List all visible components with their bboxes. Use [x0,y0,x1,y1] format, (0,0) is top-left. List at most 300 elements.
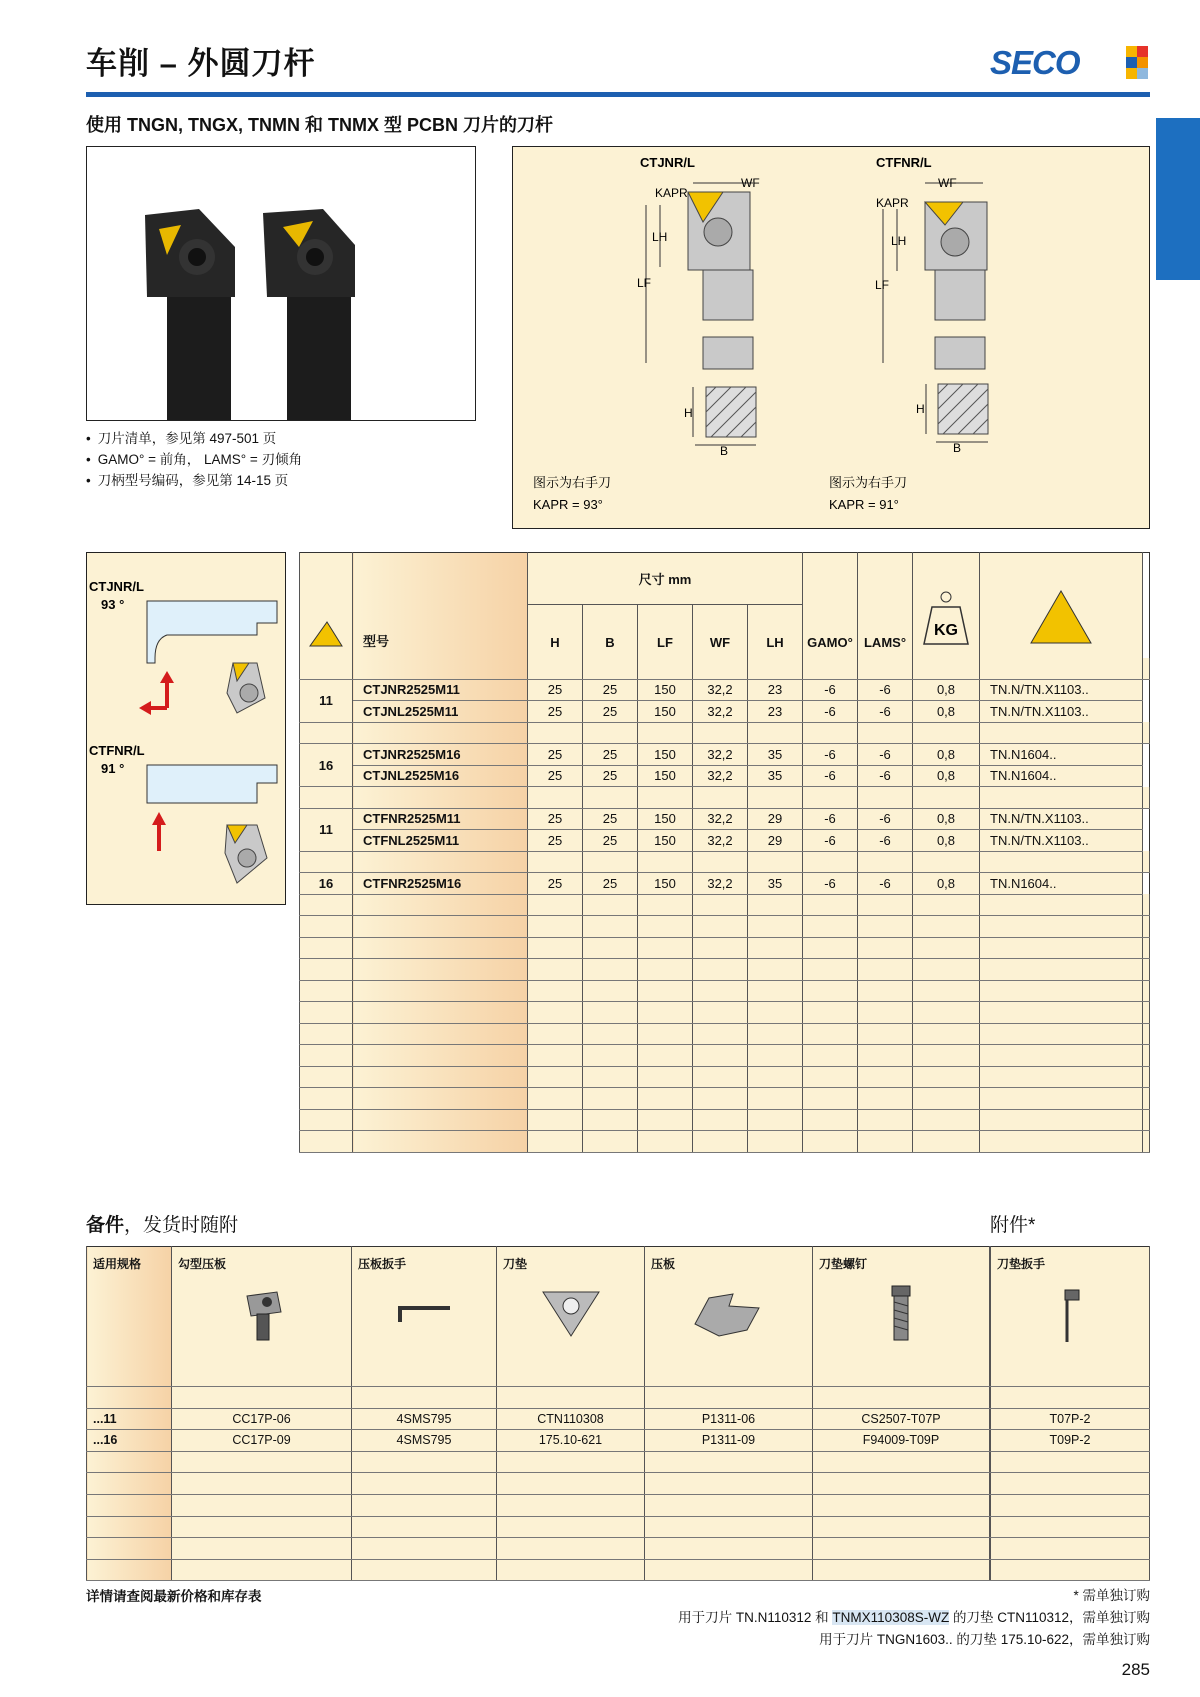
insert-size-cell: 11 [300,808,353,851]
spare-cell-shim: CTN110308 [497,1408,645,1430]
empty-cell [300,894,353,916]
spare-cell-screw [813,1473,990,1495]
accessories-title: 附件* [990,1215,1036,1236]
diagram-caption: 图示为右手刀 [829,475,908,490]
page-subtitle: 使用 TNGN, TNGX, TNMN 和 TNMX 型 PCBN 刀片的刀杆 [86,115,553,135]
empty-cell [638,787,693,809]
empty-cell [858,1066,913,1088]
empty-cell [1142,937,1149,959]
empty-cell [1142,980,1149,1002]
diagram-label-right: CTFNR/L [876,155,932,170]
empty-cell [583,1088,638,1110]
spare-cell-screw [813,1494,990,1516]
spare-cell-shim [497,1494,645,1516]
empty-cell [353,980,528,1002]
spare-cell-key [352,1538,497,1560]
dim-label: B [720,444,729,458]
value-cell-insert: TN.N1604.. [980,765,1143,787]
value-cell-h: 25 [528,765,583,787]
empty-cell [980,1131,1143,1153]
empty-cell [980,787,1143,809]
spare-cell-shim [497,1538,645,1560]
spare-cell-shim [497,1387,645,1409]
spare-cell-clamp [172,1494,352,1516]
clamp-icon [178,1286,345,1349]
dim-label: WF [938,176,957,190]
spares-table [86,1246,990,1581]
empty-cell [693,1066,748,1088]
spare-cell-shimkey [991,1451,1150,1473]
empty-cell [913,1066,980,1088]
empty-cell [693,1109,748,1131]
empty-cell [528,1023,583,1045]
model-cell: CTJNR2525M16 [353,744,528,766]
value-cell-lh: 35 [748,873,803,895]
empty-cell [748,959,803,981]
value-cell-lh: 23 [748,679,803,701]
value-cell-gamo: -6 [803,873,858,895]
empty-cell [980,959,1143,981]
empty-cell [300,722,353,744]
spare-cell-key: 4SMS795 [352,1430,497,1452]
empty-cell [300,916,353,938]
value-cell-kg: 0,8 [913,765,980,787]
spare-cell-key [352,1451,497,1473]
empty-cell [1142,1131,1149,1153]
empty-cell [803,1023,858,1045]
empty-cell [980,916,1143,938]
empty-cell [300,787,353,809]
empty-cell [803,787,858,809]
dim-label: WF [741,176,760,190]
empty-cell [748,1066,803,1088]
empty-cell [858,658,913,680]
empty-cell [748,1045,803,1067]
holder-drawing-left [646,183,756,445]
empty-cell [748,1131,803,1153]
lams-header: LAMS° [858,553,913,658]
spare-cell-plate: P1311-09 [645,1430,813,1452]
value-cell-gamo: -6 [803,744,858,766]
empty-cell [748,937,803,959]
empty-cell [980,1045,1143,1067]
col-lh: LH [748,605,803,658]
col-clamp: 勾型压板 [172,1247,352,1387]
empty-cell [583,894,638,916]
spare-cell-shim [497,1473,645,1495]
empty-cell [353,1002,528,1024]
page-number: 285 [1121,1660,1150,1679]
empty-cell [638,722,693,744]
empty-cell [300,1088,353,1110]
empty-cell [1142,1088,1149,1110]
table-row [87,1430,990,1452]
value-cell-lf: 150 [638,873,693,895]
empty-cell [980,1002,1143,1024]
empty-cell [913,1002,980,1024]
spare-cell-size: ...16 [87,1430,172,1452]
value-cell-gamo: -6 [803,679,858,701]
product-photo [86,146,476,421]
empty-cell [528,980,583,1002]
footer-remark: * 需单独订购 [1073,1588,1150,1603]
empty-cell [583,787,638,809]
col-shim: 刀垫 [497,1247,645,1387]
spare-cell-screw [813,1516,990,1538]
spare-cell-clamp [172,1473,352,1495]
spare-cell-key [352,1473,497,1495]
dim-label: LF [637,276,652,290]
empty-cell [803,722,858,744]
dim-label: H [916,402,925,416]
empty-cell [858,980,913,1002]
spare-cell-shimkey [991,1473,1150,1495]
torx-key-icon [997,1286,1143,1349]
value-cell-kg: 0,8 [913,679,980,701]
spare-cell-plate [645,1387,813,1409]
spare-cell-screw [813,1387,990,1409]
empty-cell [353,1131,528,1153]
model-header: 型号 [353,553,528,658]
empty-cell [528,1109,583,1131]
empty-cell [803,1066,858,1088]
empty-cell [528,658,583,680]
empty-cell [913,1045,980,1067]
empty-cell [748,980,803,1002]
empty-cell [748,1109,803,1131]
spare-cell-shimkey: T09P-2 [991,1430,1150,1452]
note-item: • 刀柄型号编码，参见第 14-15 页 [86,470,302,491]
empty-cell [300,937,353,959]
value-cell-insert: TN.N/TN.X1103.. [980,830,1143,852]
note-item: • 刀片清单，参见第 497-501 页 [86,428,302,449]
empty-cell [980,980,1143,1002]
empty-cell [300,851,353,873]
empty-cell [858,916,913,938]
value-cell-insert: TN.N/TN.X1103.. [980,679,1143,701]
empty-cell [528,1045,583,1067]
insert-size-cell: 16 [300,744,353,787]
empty-cell [748,1002,803,1024]
empty-cell [1142,1045,1149,1067]
diagram-label-left: CTJNR/L [640,155,695,170]
value-cell-h: 25 [528,744,583,766]
table-row [87,1451,990,1473]
value-cell-lh: 29 [748,830,803,852]
empty-cell [638,851,693,873]
spare-cell-clamp [172,1559,352,1581]
table-row [87,1387,990,1409]
empty-cell [803,1109,858,1131]
empty-cell [693,1002,748,1024]
col-wf: WF [693,605,748,658]
value-cell-kg: 0,8 [913,744,980,766]
spare-cell-shimkey [991,1387,1150,1409]
empty-cell [1142,787,1149,809]
empty-cell [353,787,528,809]
empty-cell [300,1002,353,1024]
empty-cell [1142,851,1149,873]
model-cell: CTJNL2525M16 [353,765,528,787]
insert-size-icon [300,553,353,658]
diagram-caption: KAPR = 91° [829,497,899,512]
weight-header [913,553,980,658]
empty-cell [693,658,748,680]
empty-cell [583,1023,638,1045]
value-cell-lh: 29 [748,808,803,830]
value-cell-lf: 150 [638,830,693,852]
empty-cell [353,916,528,938]
empty-cell [1142,1002,1149,1024]
note-item: • GAMO° = 前角， LAMS° = 刃倾角 [86,449,302,470]
empty-cell [353,937,528,959]
empty-cell [528,959,583,981]
value-cell-insert: TN.N1604.. [980,873,1143,895]
empty-cell [693,980,748,1002]
page-title: 车削 – 外圆刀杆 [86,46,316,81]
empty-cell [693,1088,748,1110]
spare-cell-screw [813,1559,990,1581]
empty-cell [638,1023,693,1045]
value-cell-insert: TN.N1604.. [980,744,1143,766]
col-key: 压板扳手 [352,1247,497,1387]
empty-cell [693,916,748,938]
model-cell: CTJNR2525M11 [353,679,528,701]
empty-cell [1142,1109,1149,1131]
diagram-caption: KAPR = 93° [533,497,603,512]
empty-cell [748,916,803,938]
footer-remarks [678,1585,1150,1651]
value-cell-insert: TN.N/TN.X1103.. [980,701,1143,723]
model-cell: CTFNR2525M11 [353,808,528,830]
empty-cell [693,851,748,873]
value-cell-lams: -6 [858,830,913,852]
value-cell-wf: 32,2 [693,744,748,766]
empty-cell [638,959,693,981]
empty-cell [583,1109,638,1131]
empty-cell [913,658,980,680]
spare-cell-clamp: CC17P-06 [172,1408,352,1430]
value-cell-lams: -6 [858,808,913,830]
empty-cell [913,894,980,916]
spare-cell-shimkey [991,1559,1150,1581]
empty-cell [1142,1066,1149,1088]
empty-cell [300,1131,353,1153]
empty-cell [913,851,980,873]
value-cell-h: 25 [528,830,583,852]
col-size: 适用规格 [87,1247,172,1387]
empty-cell [748,722,803,744]
empty-cell [583,959,638,981]
gamo-header: GAMO° [803,553,858,658]
spare-cell-plate [645,1559,813,1581]
empty-cell [638,1088,693,1110]
dim-label: KAPR [876,196,909,210]
value-cell-b: 25 [583,679,638,701]
empty-cell [748,894,803,916]
empty-cell [748,1088,803,1110]
value-cell-gamo: -6 [803,765,858,787]
spare-cell-shim [497,1559,645,1581]
footer-remark: 用于刀片 TN.N110312 和 TNMX110308S-WZ 的刀垫 CTN110312，需单独订购 [678,1610,1150,1625]
empty-cell [1142,959,1149,981]
empty-cell [528,937,583,959]
insert-header [980,553,1143,658]
shim-icon [503,1284,638,1343]
value-cell-lh: 35 [748,744,803,766]
empty-cell [583,1002,638,1024]
empty-cell [858,1002,913,1024]
model-cell: CTFNR2525M16 [353,873,528,895]
spare-cell-plate [645,1494,813,1516]
empty-cell [583,1131,638,1153]
side-label: CTJNR/L [89,579,144,594]
empty-cell [748,1023,803,1045]
dim-label: H [684,406,693,420]
empty-cell [858,894,913,916]
spare-cell-screw: F94009-T09P [813,1430,990,1452]
empty-cell [693,937,748,959]
value-cell-wf: 32,2 [693,765,748,787]
model-cell: CTFNL2525M11 [353,830,528,852]
notes-list [86,428,302,491]
spare-cell-plate [645,1516,813,1538]
empty-cell [1142,1023,1149,1045]
empty-cell [353,1109,528,1131]
empty-cell [353,851,528,873]
seco-logo: SECO [990,44,1148,80]
empty-cell [300,1045,353,1067]
value-cell-b: 25 [583,701,638,723]
spare-cell-key: 4SMS795 [352,1408,497,1430]
spare-cell-size: ...11 [87,1408,172,1430]
empty-cell [638,1002,693,1024]
table-row [87,1408,990,1430]
empty-cell [583,658,638,680]
value-cell-lh: 23 [748,701,803,723]
table-row [87,1473,990,1495]
value-cell-b: 25 [583,873,638,895]
spare-cell-clamp [172,1538,352,1560]
empty-cell [528,894,583,916]
empty-cell [638,1045,693,1067]
col-b: B [583,605,638,658]
value-cell-kg: 0,8 [913,830,980,852]
empty-cell [913,1131,980,1153]
spare-cell-key [352,1387,497,1409]
value-cell-h: 25 [528,701,583,723]
spares-title: 备件，发货时随附 [86,1215,239,1236]
value-cell-insert: TN.N/TN.X1103.. [980,808,1143,830]
dimension-diagram [512,146,1150,529]
empty-cell [980,722,1143,744]
value-cell-gamo: -6 [803,830,858,852]
empty-cell [858,1131,913,1153]
hex-key-icon [358,1298,490,1331]
spare-cell-clamp: CC17P-09 [172,1430,352,1452]
col-plate: 压板 [645,1247,813,1387]
spare-cell-screw: CS2507-T07P [813,1408,990,1430]
value-cell-b: 25 [583,830,638,852]
empty-cell [528,722,583,744]
empty-cell [693,1131,748,1153]
spare-cell-size [87,1451,172,1473]
empty-cell [528,787,583,809]
spare-cell-key [352,1516,497,1538]
dim-label: B [953,441,962,455]
empty-cell [913,980,980,1002]
empty-cell [858,1045,913,1067]
empty-cell [1142,894,1149,916]
value-cell-h: 25 [528,679,583,701]
empty-cell [638,658,693,680]
empty-cell [693,1045,748,1067]
empty-cell [638,980,693,1002]
empty-cell [583,1045,638,1067]
empty-cell [913,1109,980,1131]
value-cell-b: 25 [583,765,638,787]
spare-cell-plate: P1311-06 [645,1408,813,1430]
header-rule [86,92,1150,97]
empty-cell [528,851,583,873]
empty-cell [1142,916,1149,938]
empty-cell [583,722,638,744]
accessories-table [990,1246,1150,1581]
dim-label: LH [891,234,907,248]
empty-cell [1142,658,1149,680]
value-cell-lf: 150 [638,808,693,830]
table-row [300,744,1150,766]
footer-note: 详情请查阅最新价格和库存表 [86,1589,262,1604]
col-shim-key: 刀垫扳手 [991,1247,1150,1387]
application-box [86,552,286,905]
spare-cell-shim [497,1516,645,1538]
empty-cell [858,787,913,809]
empty-cell [858,851,913,873]
empty-cell [913,1023,980,1045]
dim-label: LH [652,230,668,244]
empty-cell [693,959,748,981]
table-row [300,765,1150,787]
empty-cell [353,1088,528,1110]
empty-cell [583,937,638,959]
spare-cell-shimkey [991,1516,1150,1538]
empty-cell [980,851,1143,873]
empty-cell [693,1023,748,1045]
empty-cell [300,959,353,981]
empty-cell [913,787,980,809]
empty-cell [803,894,858,916]
col-h: H [528,605,583,658]
spare-cell-plate [645,1473,813,1495]
value-cell-h: 25 [528,808,583,830]
table-row [87,1494,990,1516]
empty-cell [583,851,638,873]
section-tab [1156,118,1200,280]
empty-cell [693,787,748,809]
value-cell-wf: 32,2 [693,808,748,830]
spare-cell-size [87,1387,172,1409]
empty-cell [803,1002,858,1024]
col-screw: 刀垫螺钉 [813,1247,990,1387]
empty-cell [980,937,1143,959]
spare-cell-plate [645,1451,813,1473]
empty-cell [858,1109,913,1131]
value-cell-lf: 150 [638,701,693,723]
empty-cell [980,1066,1143,1088]
holder-table [299,552,1150,1153]
empty-cell [748,851,803,873]
